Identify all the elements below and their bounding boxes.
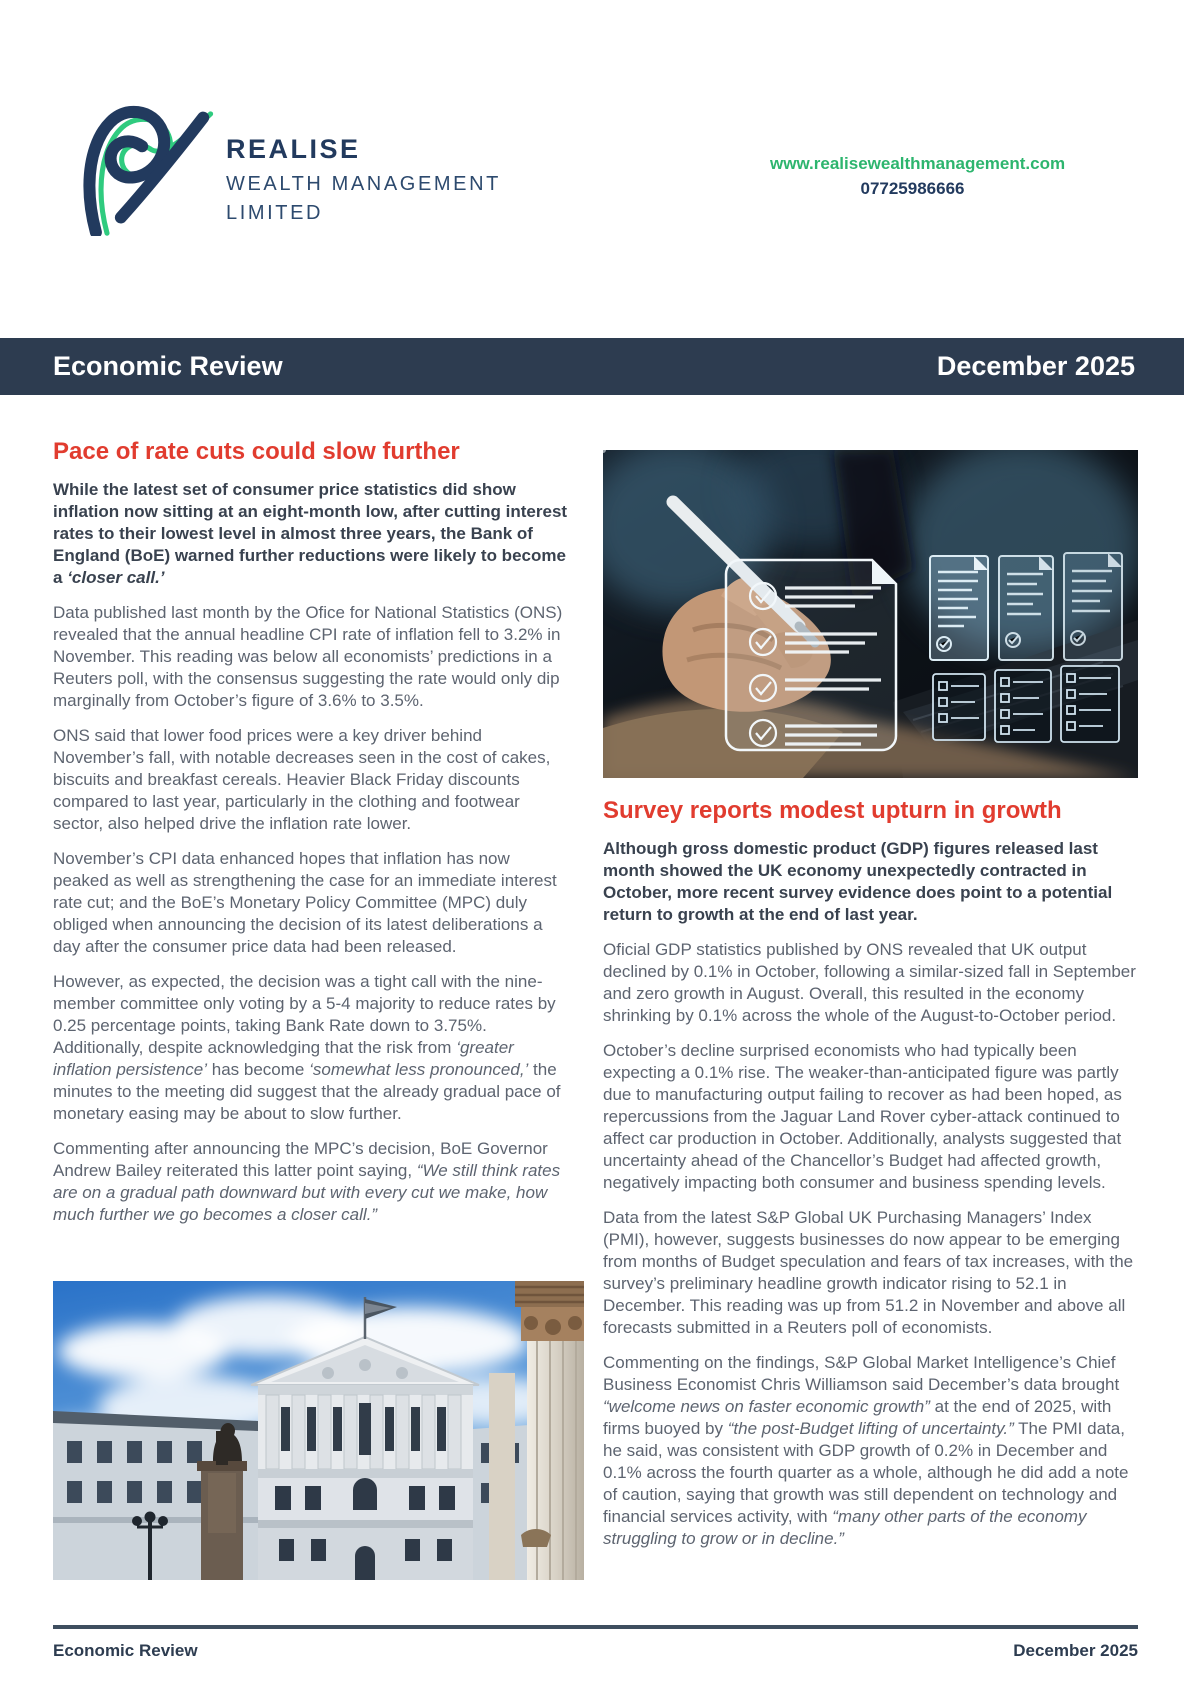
article-intro: Although gross domestic product (GDP) figures released last month showed the UK economy unexpectedly contracted in October, more recent survey evidence does point to a potential return to growth at the end of last year. bbox=[603, 839, 1113, 924]
logo-r-swoosh-icon bbox=[70, 100, 218, 236]
paragraph: However, as expected, the decision was a tight call with the nine-member committee only voting by a 5-4 majority to reduce rates by 0.25 percentage points, taking Bank Rate down to 3.75%. Additionally, despite acknowledging that the risk from ‘greater inflation persistence’ has become ‘somewhat less pronounced,’ the minutes to the meeting did suggest that the already gradual pace of monetary easing may be about to slow further. bbox=[53, 972, 561, 1123]
paragraph: Commenting on the findings, S&P Global Market Intelligence’s Chief Business Economist Chris Williamson said December’s data brought “welcome news on faster economic growth” at the end of 2025, with firms buoyed by “the post-Budget lifting of uncertainty.” The PMI data, he said, was consistent with GDP growth of 0.2% in December and 0.1% across the fourth quarter as a whole, although he did add a note of caution, saying that growth was still dependent on technology and financial services activity, with “many other parts of the economy struggling to grow or in decline.” bbox=[603, 1353, 1129, 1548]
footer-divider bbox=[53, 1625, 1138, 1629]
bank-of-england-photo bbox=[53, 1281, 584, 1580]
article-rate-cuts bbox=[53, 437, 569, 1239]
paragraph: October’s decline surprised economists who had typically been expecting a 0.1% rise. The weaker-than-anticipated figure was partly due to manufacturing output failing to recover as had been hoped, as repercussions from the Jaguar Land Rover cyber-attack continued to affect car production in October. Additionally, analysts suggested that uncertainty ahead of the Chancellor’s Budget had affected growth, negatively impacting both consumer and business spending levels. bbox=[603, 1041, 1122, 1192]
banner-title: Economic Review bbox=[53, 351, 283, 381]
contact-block bbox=[770, 152, 1066, 201]
footer-title: Economic Review bbox=[53, 1641, 198, 1660]
website-link[interactable]: www.realisewealthmanagement.com bbox=[770, 154, 1066, 173]
footer bbox=[53, 1641, 1138, 1661]
bank-of-england-illustration bbox=[53, 1281, 584, 1580]
brand-name: REALISE bbox=[226, 134, 361, 164]
digital-checklist-photo bbox=[603, 450, 1138, 778]
checklist-card bbox=[726, 560, 896, 750]
footer-date: December 2025 bbox=[1013, 1641, 1138, 1660]
article-heading: Pace of rate cuts could slow further bbox=[53, 438, 460, 465]
phone-number: 07725986666 bbox=[860, 178, 965, 198]
floating-documents bbox=[930, 553, 1122, 660]
title-banner bbox=[0, 338, 1184, 395]
paragraph: Commenting after announcing the MPC’s decision, BoE Governor Andrew Bailey reiterated this latter point saying, “We still think rates are on a gradual path downward but with every cut we make, how much further we go becomes a closer call.” bbox=[53, 1139, 561, 1224]
brand-line3: LIMITED bbox=[226, 202, 324, 224]
paragraph: ONS said that lower food prices were a key driver behind November’s fall, with notable decreases seen in the cost of cakes, biscuits and breakfast cereals. Heavier Black Friday discounts compared to last year, particularly in the clothing and footwear sector, also helped drive the inflation rate lower. bbox=[53, 726, 551, 833]
article-intro: While the latest set of consumer price statistics did show inflation now sitting at an eight-month low, after cutting interest rates to their lowest level in almost three years, the Bank of England (BoE) warned further reductions were likely to become a ‘closer call.’ bbox=[53, 480, 568, 587]
paragraph: November’s CPI data enhanced hopes that inflation has now peaked as well as strengthening the case for an immediate interest rate cut; and the BoE’s Monetary Policy Committee (MPC) duly obliged when announcing the decision of its latest deliberations a day after the consumer price data had been released. bbox=[53, 849, 557, 956]
brand-line2: WEALTH MANAGEMENT bbox=[226, 173, 501, 195]
paragraph: Oficial GDP statistics published by ONS revealed that UK output declined by 0.1% in October, following a similar-sized fall in September and zero growth in August. Overall, this resulted in the economy shrinking by 0.1% across the whole of the August-to-October period. bbox=[603, 940, 1136, 1025]
mini-task-lists bbox=[933, 666, 1119, 742]
paragraph: Data published last month by the Ofice for National Statistics (ONS) revealed that the annual headline CPI rate of inflation fell to 3.2% in November. This reading was below all economists’ predictions in a Reuters poll, with the consensus suggesting the rate would only dip marginally from October’s figure of 3.6% to 3.5%. bbox=[53, 603, 563, 710]
banner-date: December 2025 bbox=[936, 351, 1135, 381]
paragraph: Data from the latest S&P Global UK Purchasing Managers’ Index (PMI), however, suggests businesses do now appear to be emerging from months of Budget speculation and fears of tax increases, with the survey’s preliminary headline growth indicator rising to 52.1 in December. This reading was up from 51.2 in November and above all forecasts submitted in a Reuters poll of economists. bbox=[603, 1208, 1134, 1337]
logo-wordmark bbox=[226, 136, 501, 228]
digital-checklist-illustration bbox=[603, 450, 1138, 778]
article-heading: Survey reports modest upturn in growth bbox=[603, 797, 1062, 824]
article-growth-survey bbox=[603, 796, 1140, 1563]
company-logo bbox=[70, 100, 501, 236]
